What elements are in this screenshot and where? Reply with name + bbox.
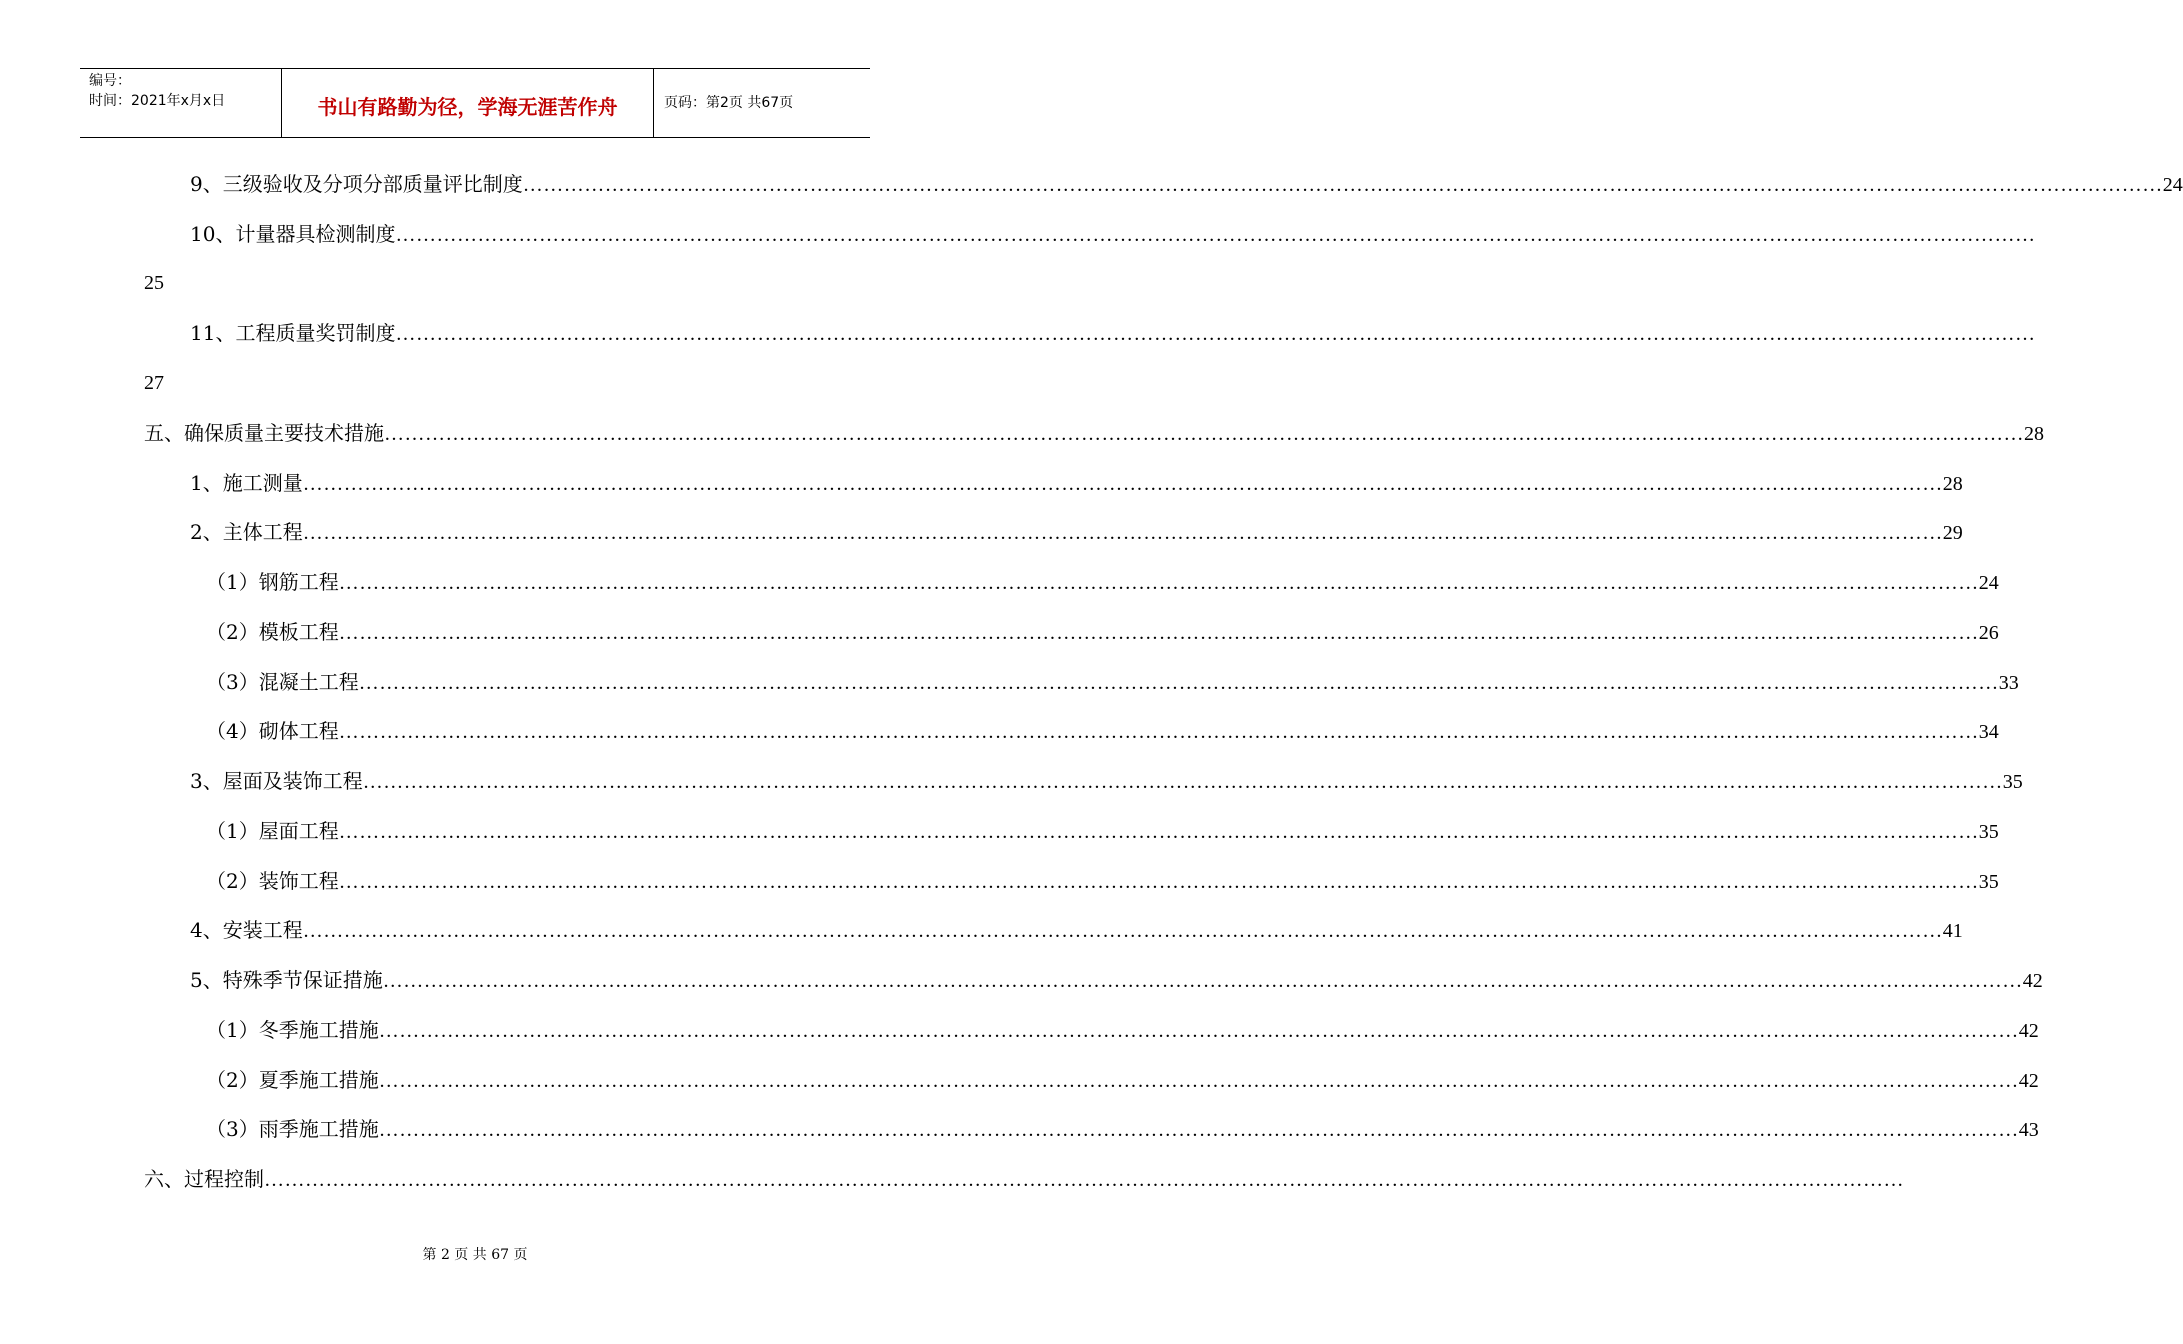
- toc-leader-dots: ……………………………………………………………………………………………………………………………………………………………………………………………………………………: [395, 224, 2036, 246]
- toc-entry-page: 42: [2018, 1070, 2039, 1092]
- toc-entry-page: 34: [1978, 721, 1999, 743]
- toc-entry-page: 29: [1942, 522, 1963, 544]
- document-number-label: 编号：: [89, 73, 131, 89]
- toc-leader-dots: ……………………………………………………………………………………………………………………………………………………………………………………………………………………: [338, 871, 1979, 893]
- toc-entry-page: 26: [1978, 622, 1999, 644]
- toc-entry: [190, 219, 2036, 249]
- toc-leader-dots: ……………………………………………………………………………………………………………………………………………………………………………………………………………………: [384, 423, 2024, 445]
- toc-leader-dots: ……………………………………………………………………………………………………………………………………………………………………………………………………………………: [358, 672, 1999, 694]
- toc-leader-dots: ……………………………………………………………………………………………………………………………………………………………………………………………………………………: [378, 1119, 2019, 1141]
- toc-leader-dots: ……………………………………………………………………………………………………………………………………………………………………………………………………………………: [395, 323, 2036, 345]
- toc-entry: [206, 1114, 2039, 1144]
- toc-entry-page-wrapped: 27: [144, 372, 164, 394]
- toc-leader-dots: ……………………………………………………………………………………………………………………………………………………………………………………………………………………: [378, 1070, 2019, 1092]
- toc-entry-page: 41: [1942, 920, 1963, 942]
- toc-entry: [190, 169, 2183, 199]
- toc-entry-page: 28: [2024, 423, 2044, 445]
- toc-entry-title: 五、确保质量主要技术措施: [144, 421, 384, 445]
- toc-entry: [206, 866, 1999, 896]
- toc-entry-title: （4）砌体工程: [206, 719, 339, 743]
- document-date: 时间：2021年x月x日: [89, 93, 226, 109]
- toc-entry-title: 六、过程控制: [144, 1167, 264, 1191]
- toc-entry-title: （1）屋面工程: [206, 819, 339, 843]
- page-footer: 第 2 页 共 67 页: [422, 1247, 528, 1263]
- toc-leader-dots: ……………………………………………………………………………………………………………………………………………………………………………………………………………………: [362, 771, 2003, 793]
- toc-entry: [190, 468, 1963, 498]
- toc-entry-title: （1）钢筋工程: [206, 570, 339, 594]
- toc-entry-title: 9、三级验收及分项分部质量评比制度: [190, 172, 523, 196]
- toc-entry: [206, 567, 1999, 597]
- toc-leader-dots: ……………………………………………………………………………………………………………………………………………………………………………………………………………………: [302, 920, 1943, 942]
- header-motto: 书山有路勤为径，学海无涯苦作舟: [317, 95, 618, 119]
- toc-entry-page: 28: [1942, 473, 1963, 495]
- toc-entry: [206, 667, 2019, 697]
- toc-entry-title: 11、工程质量奖罚制度: [190, 321, 396, 345]
- toc-leader-dots: ……………………………………………………………………………………………………………………………………………………………………………………………………………………: [522, 174, 2163, 196]
- toc-entry: [190, 766, 2023, 796]
- toc-entry: [206, 816, 1999, 846]
- header-page-cell: [654, 69, 870, 137]
- toc-entry-page: 33: [1998, 672, 2019, 694]
- toc-entry-title: 5、特殊季节保证措施: [190, 968, 383, 992]
- toc-entry-page: 35: [2002, 771, 2023, 793]
- toc-entry-title: 1、施工测量: [190, 471, 303, 495]
- toc-leader-dots: ……………………………………………………………………………………………………………………………………………………………………………………………………………………: [338, 721, 1979, 743]
- toc-entry-page: 43: [2018, 1119, 2039, 1141]
- toc-entry: [190, 318, 2036, 348]
- toc-entry: [206, 716, 1999, 746]
- header-motto-cell: [282, 69, 654, 137]
- page-header: [80, 68, 870, 138]
- toc-entry-title: 3、屋面及装饰工程: [190, 769, 363, 793]
- toc-entry-title: （2）模板工程: [206, 620, 339, 644]
- toc-leader-dots: ……………………………………………………………………………………………………………………………………………………………………………………………………………………: [338, 572, 1979, 594]
- toc-entry-page: 35: [1978, 821, 1999, 843]
- toc-leader-dots: ……………………………………………………………………………………………………………………………………………………………………………………………………………………: [382, 970, 2023, 992]
- toc-entry-page: 24: [2162, 174, 2183, 196]
- toc-entry-title: 4、安装工程: [190, 918, 303, 942]
- toc-entry: [206, 617, 1999, 647]
- toc-entry-title: （3）雨季施工措施: [206, 1117, 379, 1141]
- toc-entry-title: （2）装饰工程: [206, 869, 339, 893]
- toc-entry: [190, 965, 2043, 995]
- toc-leader-dots: ……………………………………………………………………………………………………………………………………………………………………………………………………………………: [302, 473, 1943, 495]
- toc-entry: [190, 517, 1963, 547]
- toc-entry-page: 35: [1978, 871, 1999, 893]
- toc-entry-title: （3）混凝土工程: [206, 670, 359, 694]
- toc-entry-page: 42: [2022, 970, 2043, 992]
- toc-entry-page-wrapped: 25: [144, 272, 164, 294]
- toc-entry-title: （2）夏季施工措施: [206, 1068, 379, 1092]
- toc-entry-page: 24: [1978, 572, 1999, 594]
- toc-entry: [144, 418, 2044, 448]
- toc-leader-dots: ……………………………………………………………………………………………………………………………………………………………………………………………………………………: [264, 1169, 1904, 1191]
- toc-entry-title: 10、计量器具检测制度: [190, 222, 396, 246]
- toc-entry-title: （1）冬季施工措施: [206, 1018, 379, 1042]
- toc-entry: [190, 915, 1963, 945]
- toc-entry-title: 2、主体工程: [190, 520, 303, 544]
- toc-entry: [206, 1065, 2039, 1095]
- toc-leader-dots: ……………………………………………………………………………………………………………………………………………………………………………………………………………………: [338, 821, 1979, 843]
- toc-leader-dots: ……………………………………………………………………………………………………………………………………………………………………………………………………………………: [302, 522, 1943, 544]
- toc-entry-page: 42: [2018, 1020, 2039, 1042]
- toc-leader-dots: ……………………………………………………………………………………………………………………………………………………………………………………………………………………: [338, 622, 1979, 644]
- toc-entry: [206, 1015, 2039, 1045]
- toc-entry: [144, 1164, 1904, 1194]
- toc-leader-dots: ……………………………………………………………………………………………………………………………………………………………………………………………………………………: [378, 1020, 2019, 1042]
- header-info-cell: [80, 69, 282, 137]
- header-page-info: 页码：第2页 共67页: [664, 95, 794, 111]
